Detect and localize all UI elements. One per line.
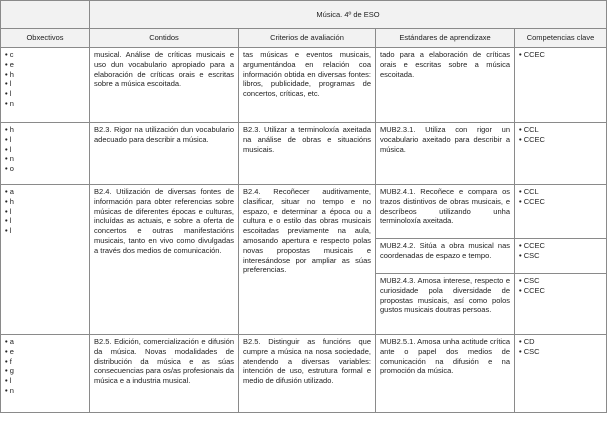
- competence-item: • CCL: [519, 187, 602, 197]
- objective-item: • l: [5, 216, 85, 226]
- objective-item: • h: [5, 197, 85, 207]
- objective-item: • l: [5, 79, 85, 89]
- criteria-cell: [239, 48, 376, 123]
- objective-item: • g: [5, 366, 85, 376]
- criteria-cell: [239, 185, 376, 335]
- standard-block: [376, 239, 514, 274]
- standard-block: [376, 185, 514, 239]
- competence-item: • CCEC: [519, 197, 602, 207]
- objective-item: • f: [5, 357, 85, 367]
- objective-item: • a: [5, 337, 85, 347]
- standard-text: MUB2.4.1. Recoñece e compara os trazos distintivos de obras musicais, e descríbeos utilizando unha terminoloxía axeitada.: [380, 187, 510, 226]
- competence-item: • CCEC: [519, 50, 602, 60]
- standard-text: MUB2.4.2. Sitúa a obra musical nas coordenadas de espazo e tempo.: [380, 241, 510, 260]
- objective-item: • n: [5, 99, 85, 109]
- competences-cell: [515, 123, 607, 185]
- header-criteria: Criterios de avaliación: [239, 29, 376, 48]
- contents-cell: [90, 48, 239, 123]
- objective-item: • c: [5, 50, 85, 60]
- table-title: Música. 4º de ESO: [90, 1, 607, 29]
- criteria-text: B2.4. Recoñecer auditivamente, clasificar, situar no tempo e no espazo, e determinar a época ou a cultura e o estilo das obras musicais escoitadas previamente na aula, amosando apertura e respecto polas novas propostas musicais e interesándose por ampliar as súas preferencias.: [243, 187, 371, 275]
- contents-text: musical. Análise de críticas musicais e uso dun vocabulario apropiado para a elaboración de críticas orais e escritas sobre a música escoitada.: [94, 50, 234, 89]
- competences-cell: [515, 48, 607, 123]
- competence-item: • CD: [519, 337, 602, 347]
- competence-item: • CCEC: [519, 241, 602, 251]
- contents-cell: [90, 185, 239, 335]
- empty-corner-cell: [1, 1, 90, 29]
- objective-item: • l: [5, 207, 85, 217]
- standard-text: MUB2.4.3. Amosa interese, respecto e curiosidade pola diversidade de propostas musicais, así como polos gustos musicais doutras persoas.: [380, 276, 510, 315]
- standard-text: MUB2.3.1. Utiliza con rigor un vocabulario axeitado para describir a música.: [380, 125, 510, 154]
- objective-item: • l: [5, 145, 85, 155]
- objective-item: • n: [5, 154, 85, 164]
- criteria-cell: [239, 123, 376, 185]
- competence-item: • CCEC: [519, 135, 602, 145]
- objective-item: • a: [5, 187, 85, 197]
- standards-cell: [376, 335, 515, 413]
- contents-cell: [90, 123, 239, 185]
- standards-cell: [376, 48, 515, 123]
- contents-text: B2.3. Rigor na utilización dun vocabulario adecuado para describir a música.: [94, 125, 234, 144]
- header-contents: Contidos: [90, 29, 239, 48]
- competences-cell: [515, 185, 607, 335]
- header-competences: Competencias clave: [515, 29, 607, 48]
- objective-item: • o: [5, 164, 85, 174]
- competences-cell: [515, 335, 607, 413]
- objective-item: • e: [5, 347, 85, 357]
- standard-text: tado para a elaboración de críticas orais e escritas sobre a música escoitada.: [380, 50, 510, 79]
- objective-item: • l: [5, 89, 85, 99]
- criteria-text: B2.3. Utilizar a terminoloxía axeitada na análise de obras e situacións musicais.: [243, 125, 371, 154]
- contents-text: B2.4. Utilización de diversas fontes de información para obter referencias sobre músicas de diferentes épocas e culturas, incluídas as actuais, e sobre a oferta de concertos e outras manifestacións musicais, tanto en vivo como divulgadas a través dos medios de comunicación.: [94, 187, 234, 255]
- objectives-cell: [1, 48, 90, 123]
- competence-block: [515, 185, 606, 239]
- competence-item: • CSC: [519, 251, 602, 261]
- standard-block: [376, 274, 514, 317]
- objectives-cell: [1, 185, 90, 335]
- standards-cell: [376, 185, 515, 335]
- competence-item: • CSC: [519, 276, 602, 286]
- objective-item: • h: [5, 70, 85, 80]
- objective-item: • l: [5, 226, 85, 236]
- objectives-cell: [1, 123, 90, 185]
- competence-block: [515, 274, 606, 298]
- objective-item: • l: [5, 135, 85, 145]
- contents-cell: [90, 335, 239, 413]
- standards-cell: [376, 123, 515, 185]
- table-row: [1, 335, 607, 413]
- criteria-cell: [239, 335, 376, 413]
- criteria-text: B2.5. Distinguir as funcións que cumpre a música na nosa sociedade, atendendo a diversas variables: intención de uso, estrutura formal e medio de difusión utilizado.: [243, 337, 371, 386]
- table-row: [1, 48, 607, 123]
- objective-item: • e: [5, 60, 85, 70]
- table-row: [1, 123, 607, 185]
- table-row: [1, 185, 607, 335]
- objectives-cell: [1, 335, 90, 413]
- competence-item: • CCEC: [519, 286, 602, 296]
- header-standards: Estándares de aprendizaxe: [376, 29, 515, 48]
- contents-text: B2.5. Edición, comercialización e difusión da música. Novas modalidades de distribución da música e as súas consecuencias para os/as profesionais da música e a industria musical.: [94, 337, 234, 386]
- header-objectives: Obxectivos: [1, 29, 90, 48]
- objective-item: • h: [5, 125, 85, 135]
- objective-item: • l: [5, 376, 85, 386]
- competence-block: [515, 239, 606, 274]
- competence-item: • CCL: [519, 125, 602, 135]
- criteria-text: tas músicas e eventos musicais, argumentándoa en relación coa información obtida en diversas fontes: libros, publicidade, programas de concertos, críticas, etc.: [243, 50, 371, 99]
- competence-item: • CSC: [519, 347, 602, 357]
- objective-item: • n: [5, 386, 85, 396]
- standard-text: MUB2.5.1. Amosa unha actitude crítica ante o papel dos medios de comunicación na difusión e na promoción da música.: [380, 337, 510, 376]
